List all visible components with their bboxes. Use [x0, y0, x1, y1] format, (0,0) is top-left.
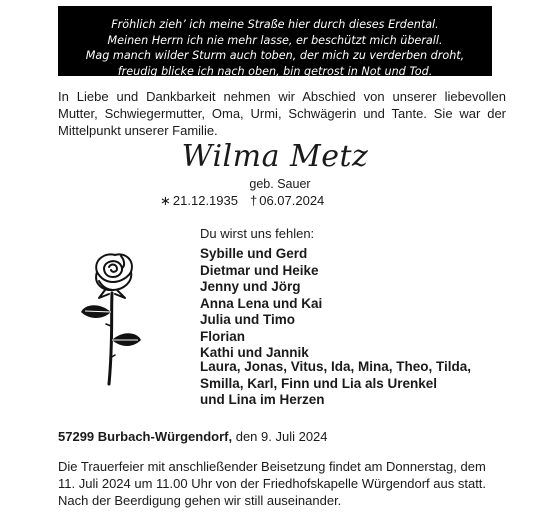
intro-text: In Liebe und Dankbarkeit nehmen wir Abschied von unserer liebevollen Mutter, Schwiegermutter, Oma, Urmi, Schwägerin und Tante. Sie war der Mittelpunkt unserer Familie. [58, 89, 506, 138]
list-item: Smilla, Karl, Finn und Lia als Urenkel [200, 375, 438, 391]
list-item: Kathi und Jannik [200, 345, 309, 360]
place-date [58, 429, 328, 444]
place-town: 57299 Burbach-Würgendorf, [58, 429, 233, 444]
list-item: Laura, Jonas, Vitus, Ida, Mina, Theo, Tilda, [200, 359, 472, 374]
list-item: Julia und Timo [200, 312, 296, 327]
place-date-text: den 9. Juli 2024 [235, 429, 328, 444]
mourners-intro: Du wirst uns fehlen: [200, 226, 315, 241]
service-info [58, 458, 508, 509]
list-item: Dietmar und Heike [200, 262, 319, 278]
mourners-list [200, 246, 322, 362]
list-item: Florian [200, 328, 246, 344]
service-line: 11. Juli 2024 um 11.00 Uhr von der Friedhofskapelle Würgendorf aus statt. [58, 476, 487, 491]
list-item: und Lina im Herzen [200, 392, 325, 407]
life-dates [160, 193, 324, 209]
poem-box [58, 6, 492, 76]
cross-icon: † [249, 193, 258, 208]
list-item: Sybille und Gerd [200, 246, 308, 261]
death-date: 06.07.2024 [259, 193, 325, 208]
service-line: Nach der Beerdigung gehen wir still auseinander. [58, 493, 342, 508]
deceased-name: Wilma Metz [181, 139, 369, 174]
list-item: Anna Lena und Kai [200, 295, 323, 311]
list-item: Jenny und Jörg [200, 279, 301, 294]
birth-date: 21.12.1935 [172, 193, 238, 208]
rose-icon [75, 246, 147, 388]
poem-line: Mag manch wilder Sturm auch toben, der mich zu verderben droht, [85, 49, 465, 62]
poem-line: freudig blicke ich nach oben, bin getrost in Not und Tod. [117, 64, 433, 78]
grandchildren-list [200, 359, 471, 409]
poem-line: Meinen Herrn ich nie mehr lasse, er beschützt mich überall. [107, 33, 443, 47]
poem-line: Fröhlich zieh’ ich meine Straße hier durch dieses Erdental. [111, 18, 439, 31]
birth-star-icon: ∗ [160, 193, 171, 208]
service-line: Die Trauerfeier mit anschließender Beisetzung findet am Donnerstag, dem [58, 459, 486, 474]
maiden-name: geb. Sauer [249, 177, 311, 191]
